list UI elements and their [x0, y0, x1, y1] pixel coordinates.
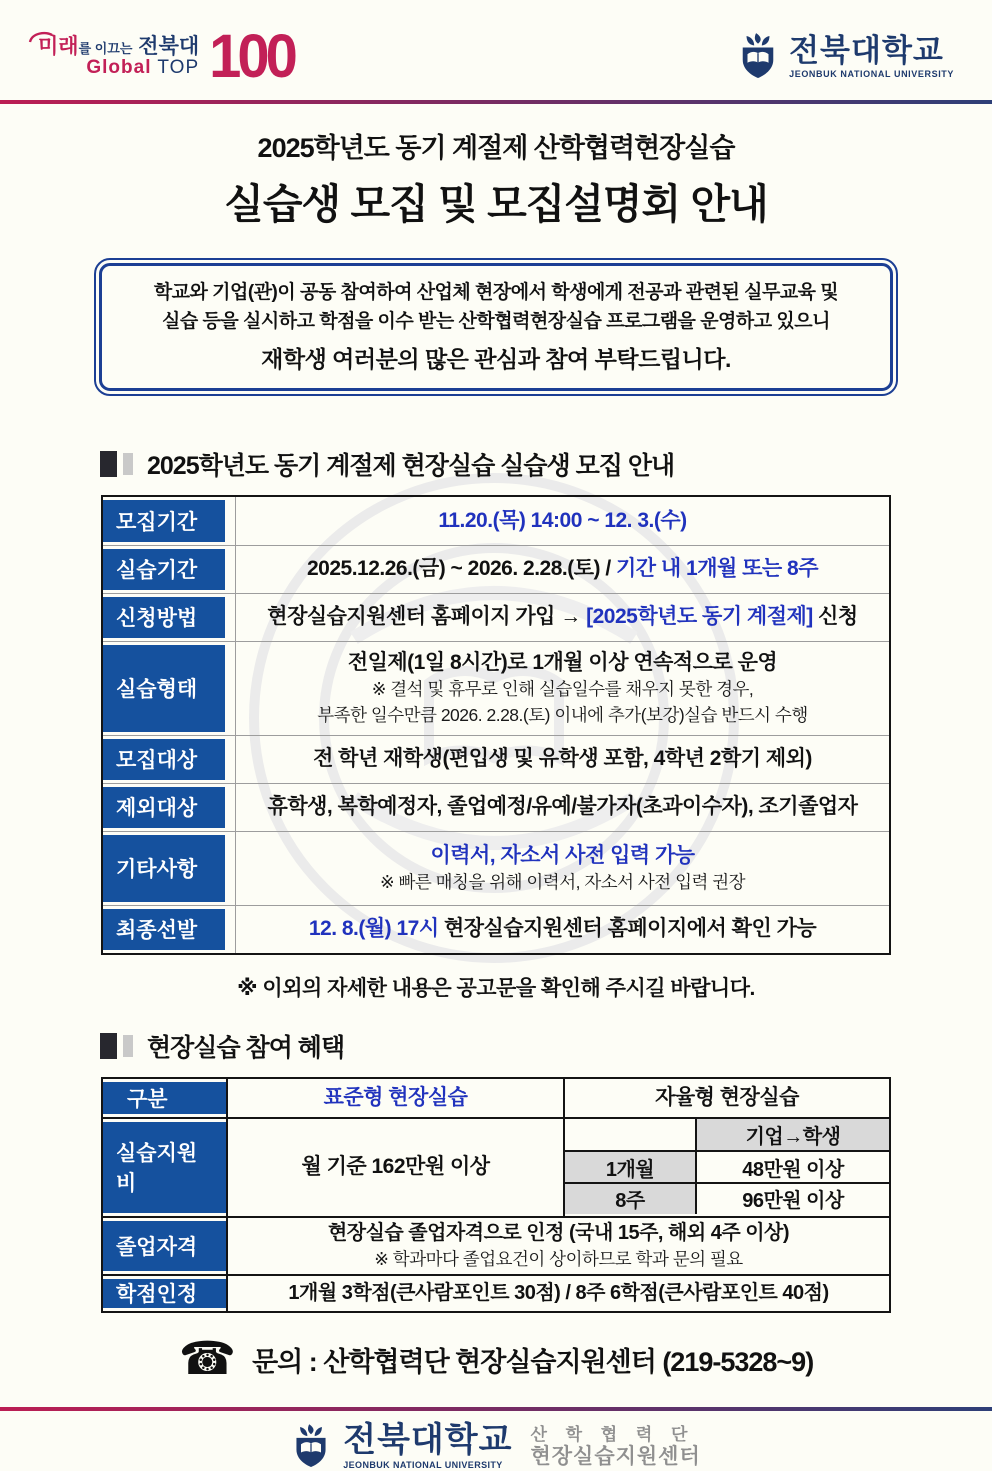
row-value: 현장실습지원센터 홈페이지 가입 → [2025학년도 동기 계절제] 신청: [267, 605, 858, 629]
row-label: 제외대상: [103, 787, 225, 828]
standard-header-cell: 표준형 현장실습: [323, 1085, 468, 1109]
amount-cell: 96만원 이상: [695, 1182, 889, 1214]
poster-subtitle: 2025학년도 동기 계절제 산학협력현장실습: [257, 133, 735, 163]
graduation-value-cell: 현장실습 졸업자격으로 인정 (국내 15주, 해외 4주 이상) ※ 학과마다 졸업요건이 상이하므로 학과 문의 필요: [327, 1221, 790, 1269]
table-row-practice-type: [103, 641, 889, 735]
table-row-apply-method: [103, 593, 889, 641]
standard-fee-cell: 월 기준 162만원 이상: [301, 1155, 490, 1179]
row-value: 이력서, 자소서 사전 입력 가능 ※ 빠른 매칭을 위해 이력서, 자소서 사전 입력 권장: [379, 843, 746, 892]
row-label: 실습지원비: [103, 1122, 226, 1213]
row-value: 전 학년 재학생(편입생 및 유학생 포함, 4학년 2학기 제외): [313, 747, 812, 771]
benefits-table: [101, 1077, 891, 1313]
swoosh-icon: [28, 26, 54, 49]
recruitment-table: [101, 495, 891, 955]
section-heading-text: 현장실습 참여 혜택: [147, 1033, 345, 1062]
logo-slogan: 미래를 이끄는 전북대: [38, 35, 199, 58]
row-label: 최종선발: [103, 909, 225, 950]
row-label: 신청방법: [103, 597, 225, 638]
section-heading-recruitment: [100, 446, 992, 482]
credit-row: [103, 1274, 889, 1311]
row-label: 실습형태: [103, 645, 225, 732]
row-value: 12. 8.(월) 17시 현장실습지원센터 홈페이지에서 확인 가능: [308, 917, 817, 941]
row-value: 11.20.(목) 14:00 ~ 12. 3.(수): [438, 508, 687, 532]
bullet-light-icon: [123, 453, 133, 475]
section-heading-benefits: [100, 1028, 992, 1064]
footer-org-name: 산 학 협 력 단: [530, 1425, 695, 1445]
section-heading-text: 2025학년도 동기 계절제 현장실습 실습생 모집 안내: [147, 451, 675, 480]
intro-line-3: 재학생 여러분의 많은 관심과 참여 부탁드립니다.: [261, 345, 731, 372]
number-100: 100: [209, 22, 294, 91]
row-label: 졸업자격: [103, 1221, 226, 1271]
contact-line: [0, 1331, 992, 1384]
footer-university-name: 전북대학교: [343, 1421, 513, 1460]
university-name: 전북대학교: [789, 33, 944, 68]
footer-divider: [0, 1407, 992, 1411]
footer-center-name: 현장실습지원센터: [530, 1444, 701, 1468]
university-emblem-icon: [737, 32, 779, 82]
row-label: 모집기간: [103, 500, 225, 542]
empty-cell: [565, 1119, 695, 1151]
period-cell: 8주: [565, 1182, 695, 1214]
phone-icon: ☎: [178, 1331, 237, 1384]
row-label: 학점인정: [103, 1279, 226, 1308]
bullet-dark-icon: [100, 1033, 117, 1059]
footer-emblem-icon: [291, 1423, 331, 1471]
page-header: [0, 0, 992, 100]
row-value: 2025.12.26.(금) ~ 2026. 2.28.(토) / 기간 내 1개월 또는 8주: [307, 557, 818, 581]
sub-header-cell: 기업→학생: [695, 1119, 889, 1151]
row-label: 모집대상: [103, 739, 225, 780]
contact-text: 문의 : 산학협력단 현장실습지원센터 (219-5328~9): [252, 1347, 814, 1378]
intro-box: [94, 258, 898, 396]
bullet-light-icon: [123, 1035, 133, 1057]
footer-university-name-en: JEONBUK NATIONAL UNIVERSITY: [343, 1460, 503, 1471]
period-cell: 1개월: [565, 1150, 695, 1182]
amount-cell: 48만원 이상: [695, 1150, 889, 1182]
university-logo: [737, 32, 954, 82]
intro-line-2: 실습 등을 실시하고 학점을 이수 받는 산학협력현장실습 프로그램을 운영하고 있으니: [162, 311, 830, 333]
row-value: 휴학생, 복학예정자, 졸업예정/유예/불가자(초과이수자), 조기졸업자: [267, 795, 858, 819]
row-label: 기타사항: [103, 835, 225, 902]
row-label: 구분: [103, 1082, 226, 1114]
table-row-final-selection: [103, 905, 889, 953]
table-row-excluded: [103, 783, 889, 831]
global-top-text: Global TOP: [86, 57, 200, 79]
support-fee-row: [103, 1117, 889, 1216]
table-row-period: [103, 497, 889, 545]
university-name-en: JEONBUK NATIONAL UNIVERSITY: [789, 69, 954, 79]
autonomous-fee-grid: [563, 1119, 889, 1216]
graduation-row: [103, 1216, 889, 1274]
global-top-100-logo: [38, 22, 294, 91]
intro-line-1: 학교와 기업(관)이 공동 참여하여 산업체 현장에서 학생에게 전공과 관련된 실무교육 및: [153, 282, 839, 303]
header-divider: [0, 100, 992, 104]
notice-text: ※ 이외의 자세한 내용은 공고문을 확인해 주시길 바랍니다.: [237, 976, 755, 1000]
table-row-practice-period: [103, 545, 889, 593]
table-row-target: [103, 735, 889, 783]
bullet-dark-icon: [100, 451, 117, 477]
table-row-etc: [103, 831, 889, 905]
autonomous-header-cell: 자율형 현장실습: [563, 1079, 889, 1117]
footer-logo: [0, 1423, 992, 1471]
poster-title: 실습생 모집 및 모집설명회 안내: [224, 181, 768, 227]
benefits-header-row: [103, 1079, 889, 1117]
row-value: 전일제(1일 8시간)로 1개월 이상 연속적으로 운영 ※ 결석 및 휴무로 인해 실습일수를 채우지 못한 경우, 부족한 일수만큼 2026. 2.28.(토) 이내에 추가(보강)실습 반드시 수행: [317, 650, 808, 725]
credit-value-cell: 1개월 3학점(큰사람포인트 30점) / 8주 6학점(큰사람포인트 40점): [288, 1281, 829, 1304]
row-label: 실습기간: [103, 549, 225, 590]
logo-left-text: [38, 35, 199, 79]
